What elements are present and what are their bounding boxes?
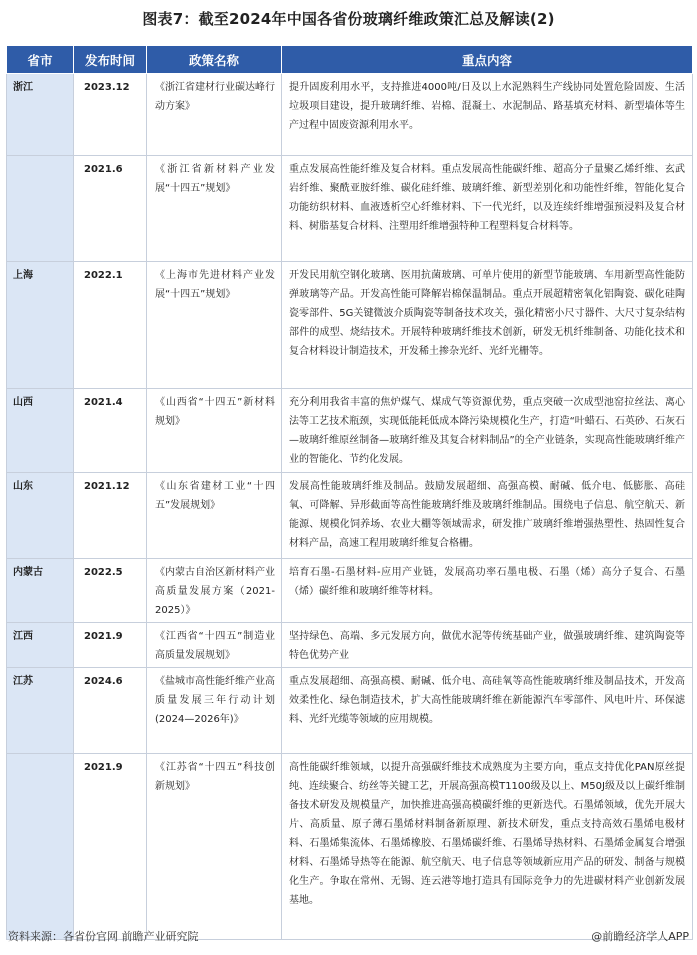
content-cell: 高性能碳纤维领域，以提升高强碳纤维技术成熟度为主要方向，重点支持优化PAN原丝提纯、连续聚合、纺丝等关键工艺，开展高强高模T1100级及以上、M50J级及以上碳纤维制备技术研发及规模量产，加快推进高强高模碳纤维的更新迭代。石墨烯领域，优先开展大片、高质量、原子薄石墨烯材料制备新原理、新技术研发，重点支持高效石墨烯电极材料、石墨烯集流体、石墨烯橡胶、石墨烯碳纤维、石墨烯导热材料、石墨烯金属复合增强材料、石墨烯导热等在能源、航空航天、电子信息等领域新应用产品的研发、制备与规模化生产。争取在常州、无锡、连云港等地打造具有国际竞争力的先进碳材料产业创新发展基地。 [282, 754, 693, 940]
content-cell: 培育石墨-石墨材料-应用产业链，发展高功率石墨电极、石墨（烯）高分子复合、石墨（烯）碳纤维和玻璃纤维等材料。 [282, 559, 693, 623]
source-note: 资料来源：各省份官网 前瞻产业研究院 [8, 930, 199, 943]
table-row [7, 389, 693, 473]
policy-name-cell: 《内蒙古自治区新材料产业高质量发展方案（2021-2025）》 [147, 559, 282, 623]
date-cell: 2023.12 [74, 74, 147, 156]
date-cell: 2021.12 [74, 473, 147, 559]
page-title: 图表7：截至2024年中国各省份玻璃纤维政策汇总及解读(2) [142, 10, 555, 28]
province-cell: 内蒙古 [7, 559, 74, 623]
content-cell: 提升固废利用水平，支持推进4000吨/日及以上水泥熟料生产线协同处置危险固废、生活垃圾项目建设，提升玻璃纤维、岩棉、混凝土、水泥制品、路基填充材料、新型墙体等生产过程中固废资源利用水平。 [282, 74, 693, 156]
table-row [7, 156, 693, 262]
content-cell: 重点发展超细、高强高模、耐碱、低介电、高硅氧等高性能玻璃纤维及制品技术，开发高效柔性化、绿色制造技术，扩大高性能玻璃纤维在新能源汽车零部件、风电叶片、环保滤料、光纤光缆等领域的应用规模。 [282, 668, 693, 754]
date-cell: 2021.9 [74, 754, 147, 940]
header-key-content: 重点内容 [282, 46, 693, 74]
date-cell: 2021.9 [74, 623, 147, 668]
province-cell: 江苏 [7, 668, 74, 754]
date-cell: 2022.1 [74, 262, 147, 389]
content-cell: 坚持绿色、高端、多元发展方向，做优水泥等传统基础产业，做强玻璃纤维、建筑陶瓷等特色优势产业 [282, 623, 693, 668]
table-row [7, 754, 693, 940]
policy-name-cell: 《江苏省“十四五”科技创新规划》 [147, 754, 282, 940]
province-cell: 山西 [7, 389, 74, 473]
policy-name-cell: 《山西省“十四五”新材料规划》 [147, 389, 282, 473]
province-cell: 江西 [7, 623, 74, 668]
policy-name-cell: 《山东省建材工业“十四五”发展规划》 [147, 473, 282, 559]
header-policy-name: 政策名称 [147, 46, 282, 74]
policy-name-cell: 《浙江省新材料产业发展“十四五”规划》 [147, 156, 282, 262]
table-row [7, 668, 693, 754]
province-cell: 上海 [7, 262, 74, 389]
date-cell: 2022.5 [74, 559, 147, 623]
policy-name-cell: 《浙江省建材行业碳达峰行动方案》 [147, 74, 282, 156]
policy-name-cell: 《盐城市高性能纤维产业高质量发展三年行动计划(2024—2026年)》 [147, 668, 282, 754]
header-province: 省市 [7, 46, 74, 74]
date-cell: 2024.6 [74, 668, 147, 754]
content-cell: 开发民用航空钢化玻璃、医用抗菌玻璃、可单片使用的新型节能玻璃、车用新型高性能防弹玻璃等产品。开发高性能可降解岩棉保温制品。重点开展超精密氧化铝陶瓷、碳化硅陶瓷零部件、5G关键微波介质陶瓷等制备技术攻关，强化精密小尺寸器件、大尺寸复杂结构部件的成型、烧结技术。开展特种玻璃纤维技术创新，研发无机纤维制备、功能化技术和复合材料设计制造技术，开发稀土掺杂光纤、光纤光栅等。 [282, 262, 693, 389]
date-cell: 2021.4 [74, 389, 147, 473]
table-row [7, 559, 693, 623]
policy-name-cell: 《江西省“十四五”制造业高质量发展规划》 [147, 623, 282, 668]
table-row [7, 262, 693, 389]
header-date: 发布时间 [74, 46, 147, 74]
date-cell: 2021.6 [74, 156, 147, 262]
table-row [7, 473, 693, 559]
table-header-row [7, 46, 693, 74]
table-row [7, 74, 693, 156]
content-cell: 发展高性能玻璃纤维及制品。鼓励发展超细、高强高模、耐碱、低介电、低膨胀、高硅氧、可降解、异形截面等高性能玻璃纤维及玻璃纤维制品。围绕电子信息、航空航天、新能源、规模化饲养场、农业大棚等领域需求，研发推广玻璃纤维增强热塑性、热固性复合材料产品，高速工程用玻璃纤维复合格栅。 [282, 473, 693, 559]
province-cell: 浙江 [7, 74, 74, 156]
province-cell: 山东 [7, 473, 74, 559]
table-row [7, 623, 693, 668]
content-cell: 充分利用我省丰富的焦炉煤气、煤成气等资源优势，重点突破一次成型池窑拉丝法、离心法等工艺技术瓶颈，实现低能耗低成本降污染规模化生产，打造“叶蜡石、石英砂、石灰石—玻璃纤维原丝制备—玻璃纤维及其复合材料制品”的全产业链条，实现高性能玻璃纤维产业的智能化、节约化发展。 [282, 389, 693, 473]
province-cell [7, 754, 74, 940]
brand-credit: @前瞻经济学人APP [591, 930, 689, 943]
policy-table [6, 45, 693, 940]
policy-name-cell: 《上海市先进材料产业发展“十四五”规划》 [147, 262, 282, 389]
province-cell [7, 156, 74, 262]
content-cell: 重点发展高性能纤维及复合材料。重点发展高性能碳纤维、超高分子量聚乙烯纤维、玄武岩纤维、聚酰亚胺纤维、碳化硅纤维、玻璃纤维、新型差别化和功能性纤维，智能化复合功能纺织材料、血液透析空心纤维材料、下一代光纤，以及连续纤维增强预浸料及复合材料、树脂基复合材料、注塑用纤维增强特种工程塑料复合材料等。 [282, 156, 693, 262]
